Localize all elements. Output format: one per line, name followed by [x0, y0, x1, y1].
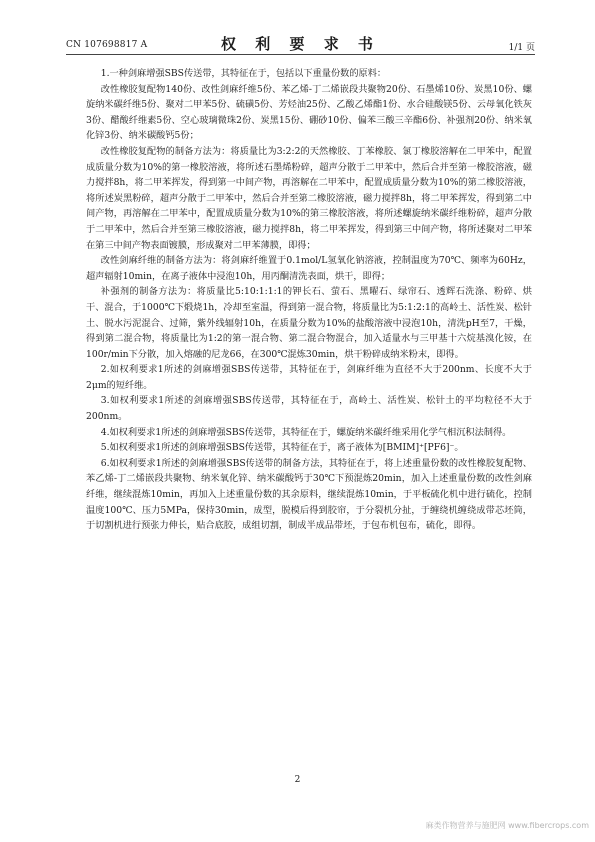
claim-1-ingredients: 改性橡胶复配物140份、改性剑麻纤维5份、苯乙烯-丁二烯嵌段共聚物20份、石墨烯10份、炭黑10份、螺旋纳米碳纤维5份、聚对二甲苯5份、硫磺5份、芳烃油25份、乙酸乙烯酯1份、水合硅酸镁5份、云母氧化铁灰3份、醋酸纤维素5份、空心玻璃微珠2份、炭黑15份、硼砂10份、偏苯三酸三辛酯6份、补强剂20份、纳米氧化锌3份、纳米碳酸钙5份；: [86, 83, 532, 142]
page-number: 2: [294, 775, 301, 785]
claim-1-rubber-method: 改性橡胶复配物的制备方法为：将质量比为3:2:2的天然橡胶、丁苯橡胶、氯丁橡胶溶解在二甲苯中，配置成质量分数为10%的第一橡胶溶液，将所述石墨烯粉碎，超声分散于二甲苯中，然后合并至第一橡胶溶液，磁力搅拌8h，将二甲苯挥发，得到第一中间产物，再溶解在二甲苯中，配置成质量分数为10%的第二橡胶溶液，将所述炭黑粉碎，超声分散于二甲苯中，然后合并至第二橡胶溶液，磁力搅拌8h，将二甲苯挥发，得到第二中间产物，再溶解在二甲苯中，配置成质量分数为10%的第三橡胶溶液，将所述螺旋纳米碳纤维粉碎，超声分散于二甲苯中，然后合并至第三橡胶溶液，磁力搅拌8h，将二甲苯挥发，得到第三中间产物，将所述聚对二甲苯在第三中间产物表面镀膜，形成聚对二甲苯薄膜，即得；: [86, 145, 532, 251]
claim-2: 2.如权利要求1所述的剑麻增强SBS传送带，其特征在于，剑麻纤维为直径不大于200nm、长度不大于2μm的短纤维。: [86, 364, 532, 391]
claim-6: 6.如权利要求1所述的剑麻增强SBS传送带的制备方法，其特征在于，将上述重量份数的改性橡胶复配物、苯乙烯-丁二烯嵌段共聚物、纳米氧化锌、纳米碳酸钙于30℃下预混炼20min，加入上述重量份数的改性剑麻纤维，继续混炼10min，再加入上述重量份数的其余原料，继续混炼10min，于平板硫化机中进行硫化，控制温度100℃、压力5MPa，保持30min，成型，脱模后得到胶帘，于分裂机分扯，于缠绕机缠绕成带芯坯筒，于切割机进行预张力伸长，贴合底胶，成组切割，制成半成品带坯，于包布机包布，硫化，即得。: [86, 457, 532, 532]
claims-body: [86, 66, 532, 534]
page-count: 1/1 页: [508, 43, 535, 53]
document-header: [66, 32, 535, 55]
claim-1-sisal-method: 改性剑麻纤维的制备方法为：将剑麻纤维置于0.1mol/L氢氧化钠溶液，控制温度为70℃、频率为60Hz，超声辐射10min，在离子液体中浸泡10h，用丙酮清洗表面，烘干，即得；: [86, 255, 532, 282]
patent-number: CN 107698817 A: [66, 40, 148, 50]
claim-4: 4.如权利要求1所述的剑麻增强SBS传送带，其特征在于，螺旋纳米碳纤维采用化学气相沉积法制得。: [100, 426, 512, 438]
claim-3: 3.如权利要求1所述的剑麻增强SBS传送带，其特征在于，高岭土、活性炭、松针土的平均粒径不大于200nm。: [86, 395, 532, 423]
claim-1-reinforcer-method: 补强剂的制备方法为：将质量比5:10:1:1:1的钾长石、萤石、黑曜石、绿帘石、透辉石洗涤、粉碎、烘干、混合，于1000℃下煅烧1h，冷却至室温，得到第一混合物，将质量比为5:1:2:1的高岭土、活性炭、松针土、脱水污泥混合、过筛，紫外线辐射10h，在质量分数为10%的盐酸溶液中浸泡10h，清洗pH至7，干燥，得到第二混合物，将质量比为1:2的第一混合物、第二混合物混合，加入适量水与三甲基十六烷基溴化铵，在100r/min下分散，加入熔融的尼龙66，在300℃混炼30min，烘干粉碎成纳米粉末，即得。: [86, 286, 532, 360]
claim-5: 5.如权利要求1所述的剑麻增强SBS传送带，其特征在于，离子液体为[BMIM]⁺[PF6]⁻。: [100, 442, 464, 454]
claim-1-intro: 1.一种剑麻增强SBS传送带，其特征在于，包括以下重量份数的原料：: [100, 68, 387, 79]
site-watermark: 麻类作物营养与施肥网 www.fibercrops.com: [425, 821, 589, 830]
document-title: 权 利 要 求 书: [221, 35, 380, 53]
